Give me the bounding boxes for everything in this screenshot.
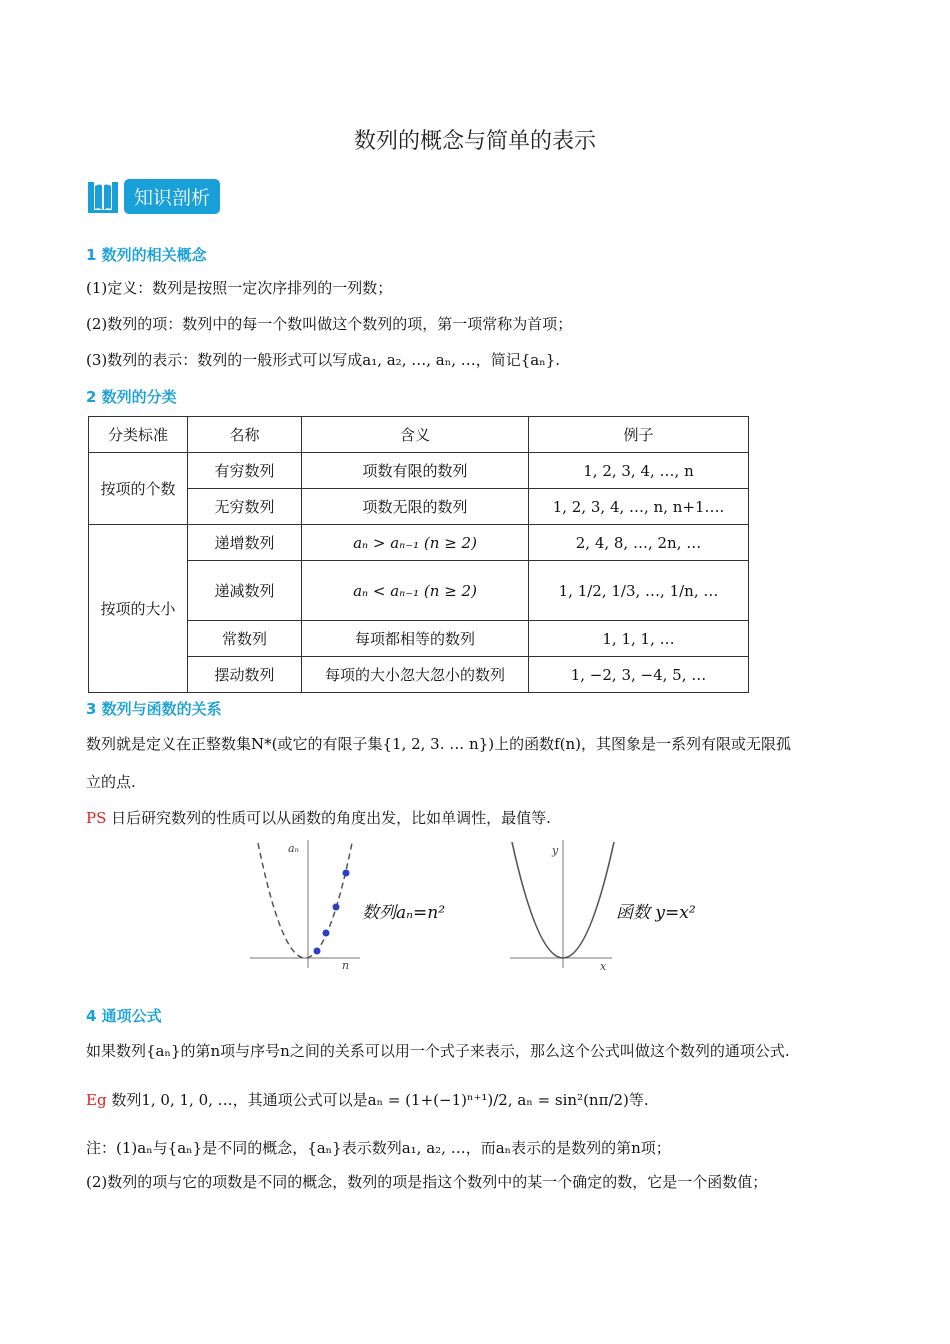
- book-icon: [86, 178, 120, 214]
- sequence-graph: [248, 838, 463, 973]
- eg-text: 数列1, 0, 1, 0, …，其通项公式可以是aₙ = (1+(−1)ⁿ⁺¹)/2, aₙ = sin²(nπ/2)等.: [106, 1091, 649, 1109]
- table-cell: 1, 1/2, 1/3, …, 1/n, …: [529, 561, 749, 621]
- x-axis-label: n: [342, 959, 350, 972]
- table-cell: 2, 4, 8, …, 2n, …: [529, 525, 749, 561]
- table-header: 分类标准: [89, 417, 188, 453]
- s1-line-1: (1)定义：数列是按照一定次序排列的一列数；: [86, 279, 393, 297]
- sequence-point: [333, 904, 340, 911]
- table-cell: 1, 2, 3, 4, …, n, n+1….: [529, 489, 749, 525]
- section-banner: [86, 178, 220, 214]
- section-1-heading: 1 数列的相关概念: [86, 246, 207, 264]
- table-cell: 每项的大小忽大忽小的数列: [302, 657, 529, 693]
- table-header-row: [89, 417, 749, 453]
- section-3-heading: 3 数列与函数的关系: [86, 700, 222, 718]
- table-header: 例子: [529, 417, 749, 453]
- table-row: [89, 657, 749, 693]
- s3-ps-line: [86, 807, 551, 828]
- table-cell: 1, 2, 3, 4, …, n: [529, 453, 749, 489]
- s3-line-1: 数列就是定义在正整数集N*(或它的有限子集{1, 2, 3. … n})上的函数f(n)，其图象是一系列有限或无限孤: [86, 735, 792, 753]
- classification-table: [88, 416, 749, 693]
- graph-caption: 数列aₙ=n²: [362, 903, 446, 923]
- table-cell: 摆动数列: [188, 657, 302, 693]
- group-cell: 按项的大小: [89, 525, 188, 693]
- section-4-heading: 4 通项公式: [86, 1007, 162, 1025]
- table-cell: 无穷数列: [188, 489, 302, 525]
- s4-note-1: 注：(1)aₙ与{aₙ}是不同的概念，{aₙ}表示数列a₁, a₂, …，而aₙ表示的是数列的第n项；: [86, 1139, 671, 1157]
- table-cell: 递增数列: [188, 525, 302, 561]
- table-row: [89, 621, 749, 657]
- table-cell: 有穷数列: [188, 453, 302, 489]
- table-cell: aₙ > aₙ₋₁ (n ≥ 2): [302, 525, 529, 561]
- x-axis-label: x: [600, 960, 607, 973]
- table-cell: 项数有限的数列: [302, 453, 529, 489]
- ps-text: 日后研究数列的性质可以从函数的角度出发，比如单调性，最值等.: [106, 809, 551, 827]
- function-graph: [508, 838, 723, 973]
- page-title: 数列的概念与简单的表示: [353, 129, 596, 154]
- group-cell: 按项的个数: [89, 453, 188, 525]
- parabola-dashed-curve: [258, 843, 352, 958]
- y-axis-label: y: [552, 844, 559, 857]
- banner-label: 知识剖析: [124, 179, 220, 214]
- table-row: [89, 489, 749, 525]
- s3-line-2: 立的点.: [86, 773, 136, 791]
- table-cell: aₙ < aₙ₋₁ (n ≥ 2): [302, 561, 529, 621]
- table-cell: 递减数列: [188, 561, 302, 621]
- y-axis-label: aₙ: [288, 842, 300, 855]
- section-2-heading: 2 数列的分类: [86, 388, 177, 406]
- s4-eg-line: [86, 1089, 649, 1110]
- graph-caption: 函数 y=x²: [616, 903, 696, 923]
- eg-tag: Eg: [86, 1091, 107, 1109]
- table-cell: 每项都相等的数列: [302, 621, 529, 657]
- table-cell: 1, 1, 1, …: [529, 621, 749, 657]
- table-header: 含义: [302, 417, 529, 453]
- s4-note-2: (2)数列的项与它的项数是不同的概念，数列的项是指这个数列中的某一个确定的数，它是一个函数值；: [86, 1173, 768, 1191]
- s4-line-1: 如果数列{aₙ}的第n项与序号n之间的关系可以用一个式子来表示，那么这个公式叫做这个数列的通项公式.: [86, 1042, 790, 1060]
- s1-line-3: (3)数列的表示：数列的一般形式可以写成a₁, a₂, …, aₙ, …，简记{aₙ}.: [86, 351, 561, 369]
- table-row: [89, 525, 749, 561]
- sequence-point: [314, 948, 321, 955]
- table-row: [89, 561, 749, 621]
- table-cell: 1, −2, 3, −4, 5, …: [529, 657, 749, 693]
- ps-tag: PS: [86, 809, 107, 827]
- sequence-point: [323, 930, 330, 937]
- table-cell: 项数无限的数列: [302, 489, 529, 525]
- s1-line-2: (2)数列的项：数列中的每一个数叫做这个数列的项，第一项常称为首项；: [86, 315, 573, 333]
- table-cell: 常数列: [188, 621, 302, 657]
- table-header: 名称: [188, 417, 302, 453]
- table-row: [89, 453, 749, 489]
- sequence-point: [343, 870, 350, 877]
